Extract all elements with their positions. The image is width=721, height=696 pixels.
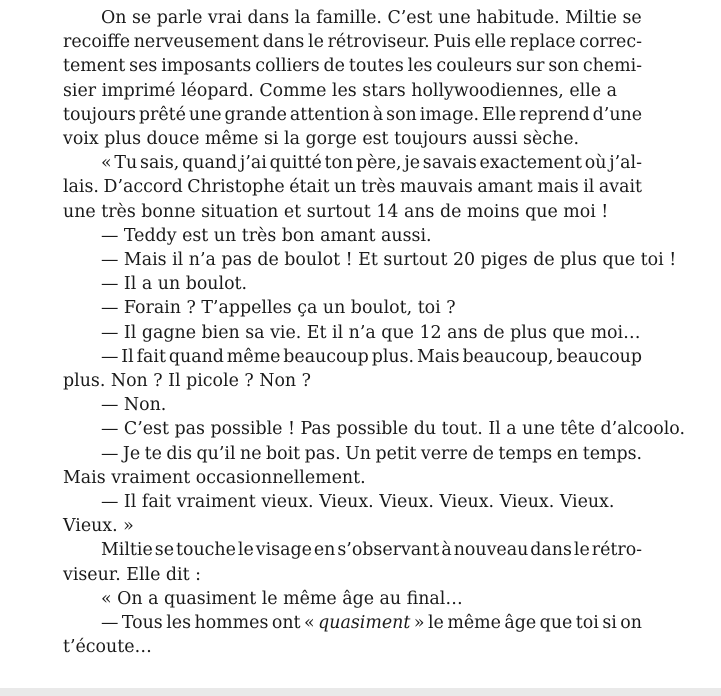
page-bottom-edge bbox=[0, 688, 721, 696]
text-line: « On a quasiment le même âge au final… bbox=[101, 588, 463, 609]
text-line: — Mais il n’a pas de boulot ! Et surtout 20 piges de plus que toi ! bbox=[101, 250, 677, 271]
emphasis-text: quasiment bbox=[318, 613, 411, 634]
text-body bbox=[63, 6, 686, 659]
text-line: On se parle vrai dans la famille. C’est une habitude. Miltie se bbox=[101, 8, 642, 28]
text-line: — Il a un boulot. bbox=[101, 274, 248, 295]
text-line: sier imprimé léopard. Comme les stars hollywoodiennes, elle a bbox=[63, 80, 617, 101]
text-line: — Je te dis qu’il ne boit pas. Un petit verre de temps en temps. bbox=[101, 443, 643, 464]
text-line: une très bonne situation et surtout 14 ans de moins que moi ! bbox=[63, 201, 609, 222]
text-line: t’écoute… bbox=[63, 637, 152, 658]
text-line: Miltie se touche le visage en s’observant à nouveau dans le rétro- bbox=[101, 540, 643, 561]
text-run: » le même âge que toi si on bbox=[410, 613, 642, 634]
text-line: Mais vraiment occasionnellement. bbox=[63, 467, 366, 488]
text-line: — Teddy est un très bon amant aussi. bbox=[101, 225, 432, 246]
text-line: — Il gagne bien sa vie. Et il n’a que 12 ans de plus que moi… bbox=[101, 322, 641, 343]
text-run: — Tous les hommes ont « bbox=[101, 613, 319, 634]
text-line bbox=[63, 611, 642, 635]
text-line: plus. Non ? Il picole ? Non ? bbox=[63, 371, 311, 392]
text-line: — Non. bbox=[101, 395, 167, 416]
text-line: recoiffe nerveusement dans le rétroviseur. Puis elle replace correc- bbox=[63, 32, 642, 53]
text-line: — Il fait quand même beaucoup plus. Mais beaucoup, beaucoup bbox=[101, 346, 642, 367]
text-line: Vieux. » bbox=[63, 516, 134, 537]
text-line: — Il fait vraiment vieux. Vieux. Vieux. Vieux. Vieux. Vieux. bbox=[101, 492, 615, 513]
text-line: toujours prêté une grande attention à son image. Elle reprend d’une bbox=[63, 104, 643, 125]
text-line: tement ses imposants colliers de toutes les couleurs sur son chemi- bbox=[63, 56, 643, 77]
text-line: lais. D’accord Christophe était un très mauvais amant mais il avait bbox=[63, 177, 643, 198]
text-line: viseur. Elle dit : bbox=[63, 564, 201, 585]
text-line: « Tu sais, quand j’ai quitté ton père, je savais exactement où j’al- bbox=[101, 153, 642, 174]
text-line: voix plus douce même si la gorge est toujours aussi sèche. bbox=[63, 129, 580, 150]
text-line: — C’est pas possible ! Pas possible du tout. Il a une tête d’alcoolo. bbox=[101, 419, 686, 440]
text-line: — Forain ? T’appelles ça un boulot, toi ? bbox=[101, 298, 456, 319]
